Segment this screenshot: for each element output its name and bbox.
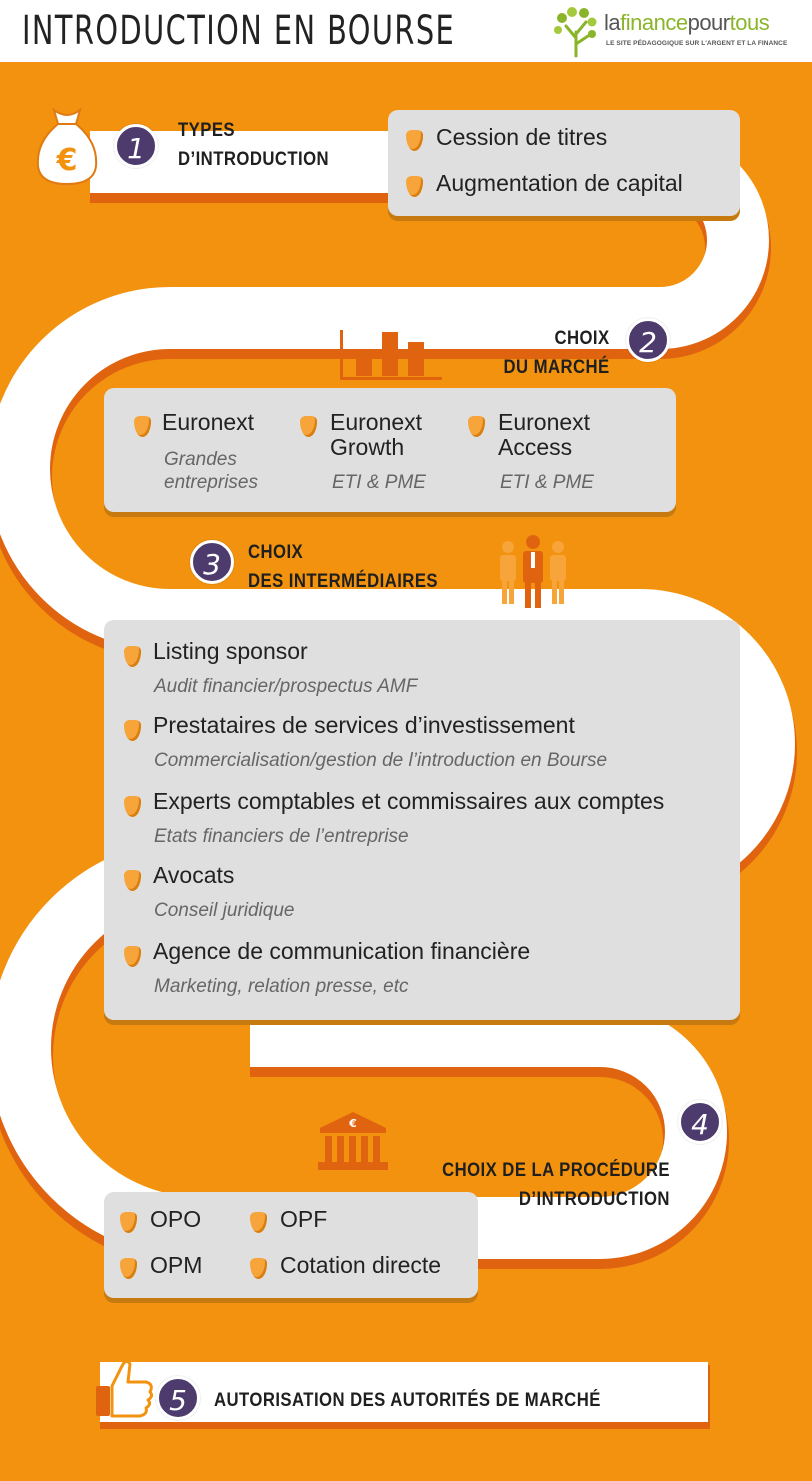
intermediary-desc: Audit financier/prospectus AMF [154,676,418,697]
procedure-item: OPM [150,1252,203,1278]
step-2-title-line1: CHOIX [554,328,610,349]
svg-text:€: € [56,143,78,178]
bullet-icon [124,796,141,817]
bullet-icon [134,416,151,437]
infographic-canvas [0,62,812,1481]
bullet-icon [468,416,485,437]
bullet-icon [120,1258,137,1279]
market-name: Euronext Access [498,409,591,460]
market-desc: Grandes entreprises [164,449,258,493]
step-2-title [504,324,610,382]
procedure-item: OPO [150,1206,202,1232]
step-4-box [104,1192,478,1298]
step-1-box [388,110,740,216]
intermediary-desc: Marketing, relation presse, etc [154,976,409,997]
intermediary-name: Prestataires de services d’investissement [153,712,575,738]
bar-chart-icon [338,326,444,382]
bullet-icon [120,1212,137,1233]
intermediary-name: Experts comptables et commissaires aux comptes [153,788,665,814]
business-people-icon [496,534,570,610]
bullet-icon [124,646,141,667]
step-4-number: 4 [678,1100,722,1144]
intermediary-name: Avocats [153,862,235,888]
bullet-icon [250,1212,267,1233]
bullet-icon [124,946,141,967]
bullet-icon [406,176,423,197]
step-2-box [104,388,676,512]
market-name: Euronext [162,409,255,435]
step-4-title-line1: CHOIX DE LA PROCÉDURE [442,1160,670,1181]
market-desc: ETI & PME [332,472,426,493]
bullet-icon [300,416,317,437]
bullet-icon [250,1258,267,1279]
step-3-title [248,538,438,596]
logo-word-prefix: la [604,10,621,35]
step-1-number: 1 [114,124,158,168]
logo-tagline: LE SITE PÉDAGOGIQUE SUR L'ARGENT ET LA FINANCE [606,40,788,47]
page-header [0,0,812,62]
tree-logo-icon [552,4,600,58]
intermediary-desc: Commercialisation/gestion de l’introduction en Bourse [154,750,608,771]
procedure-item: Cotation directe [280,1252,442,1278]
svg-text:€: € [349,1117,357,1130]
step-1-item: Augmentation de capital [436,170,683,196]
intermediary-name: Listing sponsor [153,638,308,664]
logo-word-mid: pour [687,10,730,35]
logo-wordmark [604,10,769,36]
step-3-box [104,620,740,1020]
thumbs-up-icon [94,1356,156,1420]
site-logo [552,4,808,58]
intermediary-desc: Conseil juridique [154,900,295,921]
page-title: INTRODUCTION EN BOURSE [22,8,456,54]
market-desc: ETI & PME [500,472,594,493]
logo-word-end: tous [729,10,770,35]
money-bag-euro-icon [32,104,102,188]
bullet-icon [124,720,141,741]
bullet-icon [406,130,423,151]
step-3-number: 3 [190,540,234,584]
step-1-title [178,116,329,174]
step-3-title-line1: CHOIX [248,542,304,563]
step-1-title-line2: D’INTRODUCTION [178,149,330,170]
intermediary-desc: Etats financiers de l’entreprise [154,826,409,847]
intermediary-name: Agence de communication financière [153,938,531,964]
step-3-title-line2: DES INTERMÉDIAIRES [248,571,439,592]
procedure-item: OPF [280,1206,328,1232]
step-4-title-line2: D’INTRODUCTION [518,1189,670,1210]
step-1-item: Cession de titres [436,124,608,150]
bullet-icon [124,870,141,891]
bank-building-icon [316,1110,390,1172]
logo-word-accent: finance [620,10,688,35]
step-2-title-line2: DU MARCHÉ [503,357,610,378]
step-2-number: 2 [626,318,670,362]
market-name: Euronext Growth [330,409,423,460]
step-5-title: AUTORISATION DES AUTORITÉS DE MARCHÉ [214,1390,601,1411]
step-5-number: 5 [156,1376,200,1420]
step-1-title-line1: TYPES [178,120,236,141]
